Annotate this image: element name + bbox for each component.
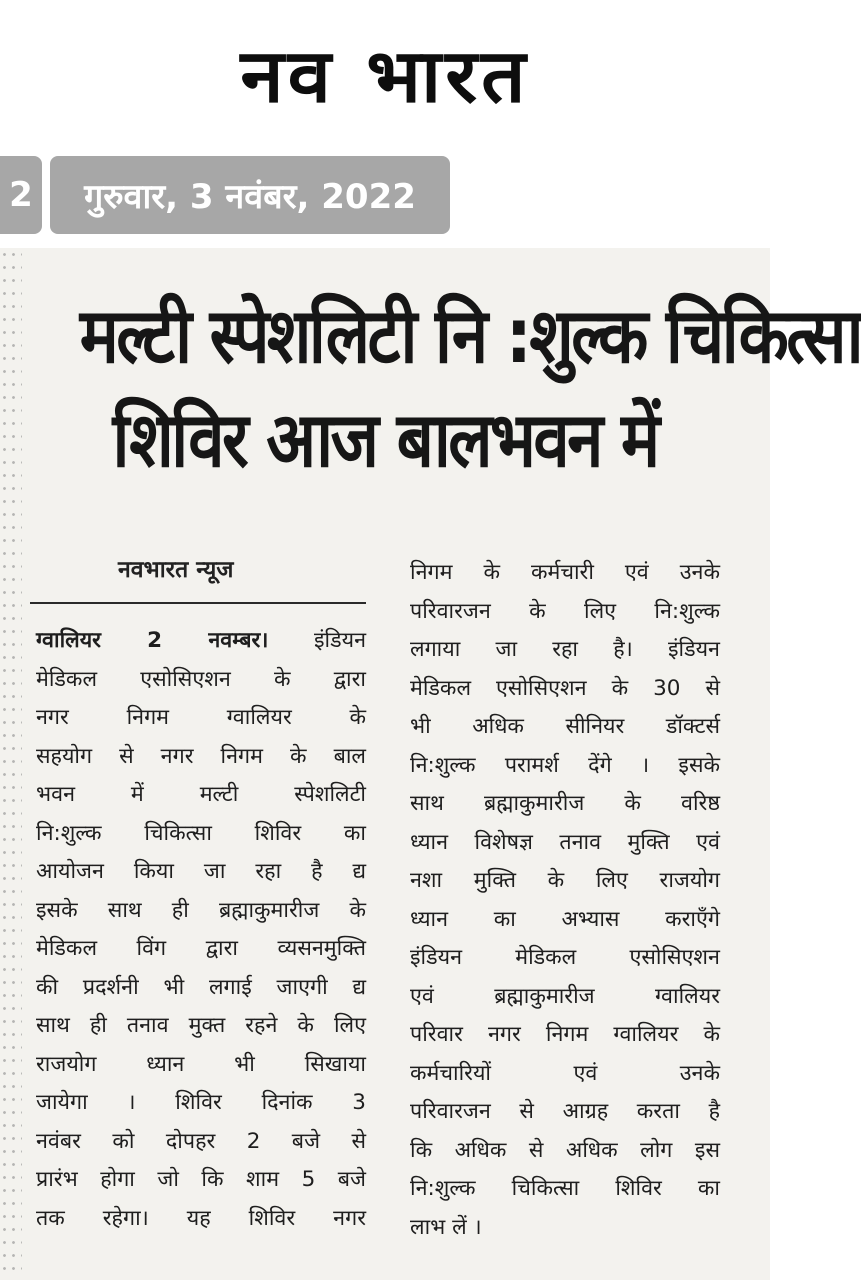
column-line: मेडिकल विंग द्वारा व्यसनमुक्ति: [36, 936, 366, 961]
column-line: ध्यान विशेषज्ञ तनाव मुक्ति एवं: [410, 829, 720, 855]
column-line: आयोजन किया जा रहा है द्य: [36, 859, 366, 884]
page-number-badge: 2: [0, 156, 42, 234]
column-line: नि:शुल्क परामर्श देंगे । इसके: [410, 752, 720, 778]
column-line: कि अधिक से अधिक लोग इस: [410, 1137, 720, 1163]
column-line: इंडियन मेडिकल एसोसिएशन: [410, 945, 720, 970]
column-line: जायेगा । शिविर दिनांक 3: [36, 1090, 366, 1115]
article-column-left: [36, 622, 366, 1238]
column-line: नवंबर को दोपहर 2 बजे से: [36, 1128, 366, 1154]
column-line: लाभ लें ।: [410, 1214, 482, 1240]
article-dateline: ग्वालियर 2 नवम्बर।: [36, 628, 269, 653]
column-line: भी अधिक सीनियर डॉक्टर्स: [410, 714, 720, 739]
column-line: नि:शुल्क चिकित्सा शिविर का: [36, 820, 366, 846]
column-line: साथ ब्रह्माकुमारीज के वरिष्ठ: [410, 791, 720, 816]
column-line: इसके साथ ही ब्रह्माकुमारीज के: [36, 897, 366, 923]
headline-line-1: मल्टी स्पेशलिटी नि :शुल्क चिकित्सा: [79, 291, 861, 380]
article-column-right: [410, 554, 720, 1247]
column-line: परिवार नगर निगम ग्वालियर के: [410, 1022, 720, 1047]
news-clipping: [0, 248, 861, 1280]
column-line: परिवारजन से आग्रह करता है: [410, 1099, 720, 1124]
article-headline: [79, 284, 861, 492]
column-line: ग्वालियर 2 नवम्बर। इंडियन: [36, 628, 366, 653]
column-line: भवन में मल्टी स्पेशलिटी: [36, 782, 366, 807]
column-line: सहयोग से नगर निगम के बाल: [36, 743, 366, 769]
column-line: ध्यान का अभ्यास कराएँगे: [410, 906, 720, 932]
byline-divider: [30, 602, 366, 604]
column-line: एवं ब्रह्माकुमारीज ग्वालियर: [410, 983, 720, 1009]
column-line: कर्मचारियों एवं उनके: [410, 1060, 720, 1086]
column-line: मेडिकल एसोसिएशन के 30 से: [410, 675, 720, 701]
torn-edge-decoration: [0, 248, 22, 1280]
column-line: नगर निगम ग्वालियर के: [36, 705, 366, 730]
column-line: नशा मुक्ति के लिए राजयोग: [410, 868, 720, 893]
column-line: प्रारंभ होगा जो कि शाम 5 बजे: [36, 1167, 366, 1192]
edition-date: गुरुवार, 3 नवंबर, 2022: [50, 156, 450, 234]
column-line: परिवारजन के लिए नि:शुल्क: [410, 598, 720, 624]
column-line: मेडिकल एसोसिएशन के द्वारा: [36, 666, 366, 692]
column-line: नि:शुल्क चिकित्सा शिविर का: [410, 1176, 720, 1201]
column-line: तक रहेगा। यह शिविर नगर: [36, 1205, 366, 1231]
column-line: लगाया जा रहा है। इंडियन: [410, 637, 720, 662]
newspaper-name: नव भारत: [240, 34, 530, 120]
column-line: राजयोग ध्यान भी सिखाया: [36, 1051, 366, 1077]
column-line: की प्रदर्शनी भी लगाई जाएगी द्य: [36, 974, 366, 1000]
headline-line-2: शिविर आज बालभवन में: [112, 395, 658, 484]
article-byline: नवभारत न्यूज: [118, 557, 234, 583]
column-line: साथ ही तनाव मुक्त रहने के लिए: [36, 1013, 366, 1038]
newspaper-masthead: [0, 22, 770, 132]
column-line: निगम के कर्मचारी एवं उनके: [410, 560, 720, 585]
